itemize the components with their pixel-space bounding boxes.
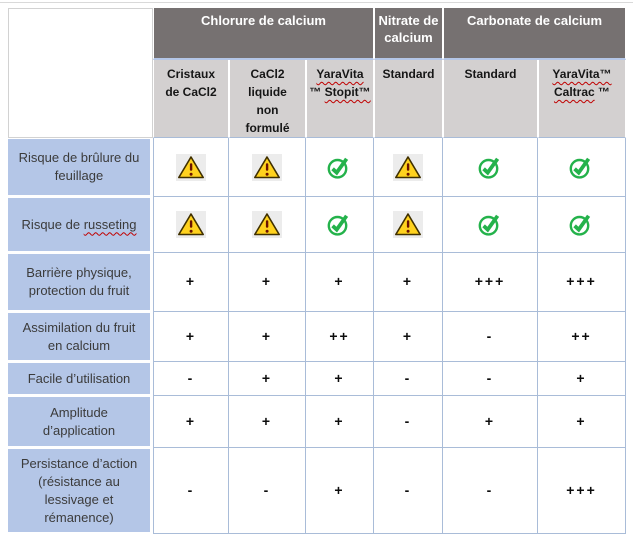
group-header-0: Chlorure de calcium [153, 8, 374, 60]
value-cell [306, 362, 374, 396]
rating-value: - [486, 481, 494, 498]
rating-value: + [334, 412, 345, 429]
value-cell [229, 362, 306, 396]
product-header-3: Standard [374, 60, 443, 138]
value-cell [306, 197, 374, 253]
row-label: Facile d’utilisation [8, 362, 153, 396]
value-cell [374, 138, 443, 197]
value-cell [443, 396, 538, 448]
calcium-products-comparison-table [8, 8, 626, 534]
value-cell [153, 312, 229, 362]
rating-value: - [486, 327, 494, 344]
row-label: Assimilation du fruit en calcium [8, 312, 153, 362]
value-cell [153, 138, 229, 197]
rating-value: - [486, 369, 494, 386]
value-cell [443, 362, 538, 396]
warning-triangle-icon [393, 154, 423, 181]
spellcheck-squiggle: Stopit™ [324, 85, 371, 99]
green-check-icon [568, 155, 595, 180]
group-header-1: Nitrate de calcium [374, 8, 443, 60]
value-cell [374, 197, 443, 253]
table-body [8, 138, 626, 534]
rating-value: - [263, 481, 271, 498]
rating-value: ++ [329, 327, 350, 344]
spellcheck-squiggle: russeting [83, 216, 137, 232]
spellcheck-squiggle: YaraVita [316, 67, 364, 81]
warning-triangle-icon [176, 154, 206, 181]
value-cell [374, 448, 443, 534]
value-cell [306, 396, 374, 448]
warning-triangle-icon [252, 154, 282, 181]
rating-value: + [261, 327, 273, 344]
value-cell [153, 448, 229, 534]
rating-value: + [402, 327, 414, 344]
table-header [8, 8, 626, 138]
value-cell [229, 312, 306, 362]
rating-value: - [187, 481, 195, 498]
value-cell [374, 312, 443, 362]
spellcheck-squiggle: YaraVita™ [552, 67, 612, 81]
value-cell [306, 312, 374, 362]
rating-value: + [261, 412, 273, 429]
value-cell [538, 448, 626, 534]
value-cell [538, 138, 626, 197]
value-cell [443, 448, 538, 534]
rating-value: ++ [571, 327, 592, 344]
value-cell [538, 253, 626, 312]
value-cell [229, 197, 306, 253]
value-cell [153, 362, 229, 396]
rating-value: - [187, 369, 195, 386]
rating-value: - [404, 412, 412, 429]
rating-value: + [334, 369, 345, 386]
product-header-1: CaCl2 liquide non formulé [229, 60, 306, 138]
rating-value: + [185, 273, 197, 289]
value-cell [306, 253, 374, 312]
value-cell [443, 138, 538, 197]
product-header-0: Cristaux de CaCl2 [153, 60, 229, 138]
value-cell [374, 362, 443, 396]
green-check-icon [326, 155, 353, 180]
row-label: Risque de brûlure du feuillage [8, 138, 153, 197]
green-check-icon [477, 155, 504, 180]
product-header-4: Standard [443, 60, 538, 138]
rating-value: - [404, 481, 412, 498]
value-cell [306, 138, 374, 197]
table-corner-cell [8, 8, 153, 138]
rating-value: + [402, 273, 414, 289]
value-cell [229, 253, 306, 312]
rating-value: + [185, 327, 197, 344]
rating-value: - [404, 369, 412, 386]
value-cell [229, 448, 306, 534]
green-check-icon [568, 212, 595, 237]
value-cell [538, 312, 626, 362]
group-header-2: Carbonate de calcium [443, 8, 626, 60]
value-cell [443, 253, 538, 312]
green-check-icon [477, 212, 504, 237]
rating-value: +++ [566, 481, 597, 498]
group-header-row [8, 8, 626, 60]
value-cell [306, 448, 374, 534]
table-row [8, 197, 626, 253]
table-row [8, 138, 626, 197]
green-check-icon [326, 212, 353, 237]
warning-triangle-icon [252, 211, 282, 238]
rating-value: +++ [566, 273, 597, 289]
rating-value: + [261, 369, 273, 386]
row-label: Barrière physique, protection du fruit [8, 253, 153, 312]
value-cell [229, 138, 306, 197]
warning-triangle-icon [176, 211, 206, 238]
rating-value: + [185, 412, 197, 429]
page-top-border [0, 2, 633, 3]
rating-value: + [576, 412, 587, 429]
table-row [8, 396, 626, 448]
value-cell [374, 253, 443, 312]
table-row [8, 448, 626, 534]
row-label: Amplitude d’application [8, 396, 153, 448]
value-cell [153, 197, 229, 253]
value-cell [374, 396, 443, 448]
product-header-2: YaraVita ™ Stopit™ [306, 60, 374, 138]
value-cell [153, 253, 229, 312]
rating-value: + [576, 369, 587, 386]
warning-triangle-icon [393, 211, 423, 238]
value-cell [229, 396, 306, 448]
rating-value: + [334, 273, 345, 289]
table-row [8, 312, 626, 362]
value-cell [538, 197, 626, 253]
rating-value: + [484, 412, 496, 429]
product-header-5: YaraVita™ Caltrac ™ [538, 60, 626, 138]
table-row [8, 362, 626, 396]
value-cell [538, 396, 626, 448]
table-row [8, 253, 626, 312]
row-label: Risque de russeting [8, 197, 153, 253]
rating-value: +++ [474, 273, 506, 289]
value-cell [538, 362, 626, 396]
rating-value: + [334, 481, 345, 498]
row-label: Persistance d’action (résistance au lessivage et rémanence) [8, 448, 153, 534]
value-cell [153, 396, 229, 448]
rating-value: + [261, 273, 273, 289]
value-cell [443, 197, 538, 253]
spellcheck-squiggle: Caltrac [553, 85, 595, 99]
value-cell [443, 312, 538, 362]
